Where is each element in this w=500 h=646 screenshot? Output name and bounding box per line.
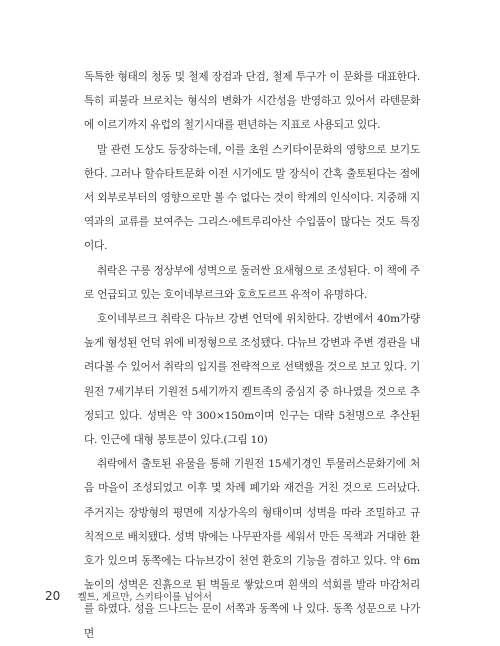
page-number: 20 bbox=[45, 589, 61, 603]
running-title: 켈트, 게르만, 스키타이를 넘어서 bbox=[77, 592, 212, 603]
paragraph-3: 취락은 구릉 정상부에 성벽으로 둘러싼 요새형으로 조성된다. 이 책에 주로 언급되고 있는 호이네부르크와 호흐도르프 유적이 유명하다. bbox=[84, 264, 420, 301]
paragraph-5: 취락에서 출토된 유물을 통해 기원전 15세기경인 투물러스문화기에 처음 마을이 조성되었고 이후 몇 차례 폐기와 재건을 거친 것으로 드러났다. 주거지는 장방형의 평면에 지상가옥의 형태이며 성벽을 따라 조밀하고 규칙적으로 배치됐다. 성벽 밖에는 나무판자를 세워서 만든 목책과 거대한 환호가 있으며 동쪽에는 다뉴브강이 천연 환호의 기능을 겸하고 있다. 약 6m 높이의 성벽은 진흙으로 된 벽돌로 쌓았으며 흰색의 석회를 발라 마감처리를 하였다. 성을 드나드는 문이 서쪽과 동쪽에 나 있다. 동쪽 성문으로 나가면 bbox=[84, 458, 420, 640]
page-footer bbox=[45, 589, 212, 603]
paragraph-2: 말 관련 도상도 등장하는데, 이를 초원 스키타이문화의 영향으로 보기도 한다. 그러나 할슈타트문화 이전 시기에도 말 장식이 간혹 출토된다는 점에서 외부로부터의 영향으로만 볼 수 없다는 것이 학계의 인식이다. 지중해 지역과의 교류를 보여주는 그리스·에트루리아산 수입품이 많다는 것도 특징이다. bbox=[84, 143, 420, 253]
paragraph-4: 호이네부르크 취락은 다뉴브 강변 언덕에 위치한다. 강변에서 40m가량 높게 형성된 언덕 위에 비정형으로 조성됐다. 다뉴브 강변과 주변 경관을 내려다볼 수 있어서 취락의 입지를 전략적으로 선택했을 것으로 보고 있다. 기원전 7세기부터 기원전 5세기까지 켈트족의 중심지 중 하나였을 것으로 추정되고 있다. 성벽은 약 300×150m이며 인구는 대략 5천명으로 추산된다. 인근에 대형 봉토분이 있다.(그림 10) bbox=[84, 313, 420, 447]
paragraph-1: 독특한 형태의 청동 및 철제 장검과 단검, 철제 투구가 이 문화를 대표한다. 특히 피불라 브로치는 형식의 변화가 시간성을 반영하고 있어서 라텐문화에 이르기까지 유럽의 철기시대를 편년하는 지표로 사용되고 있다. bbox=[84, 71, 420, 132]
body-text bbox=[84, 65, 420, 646]
